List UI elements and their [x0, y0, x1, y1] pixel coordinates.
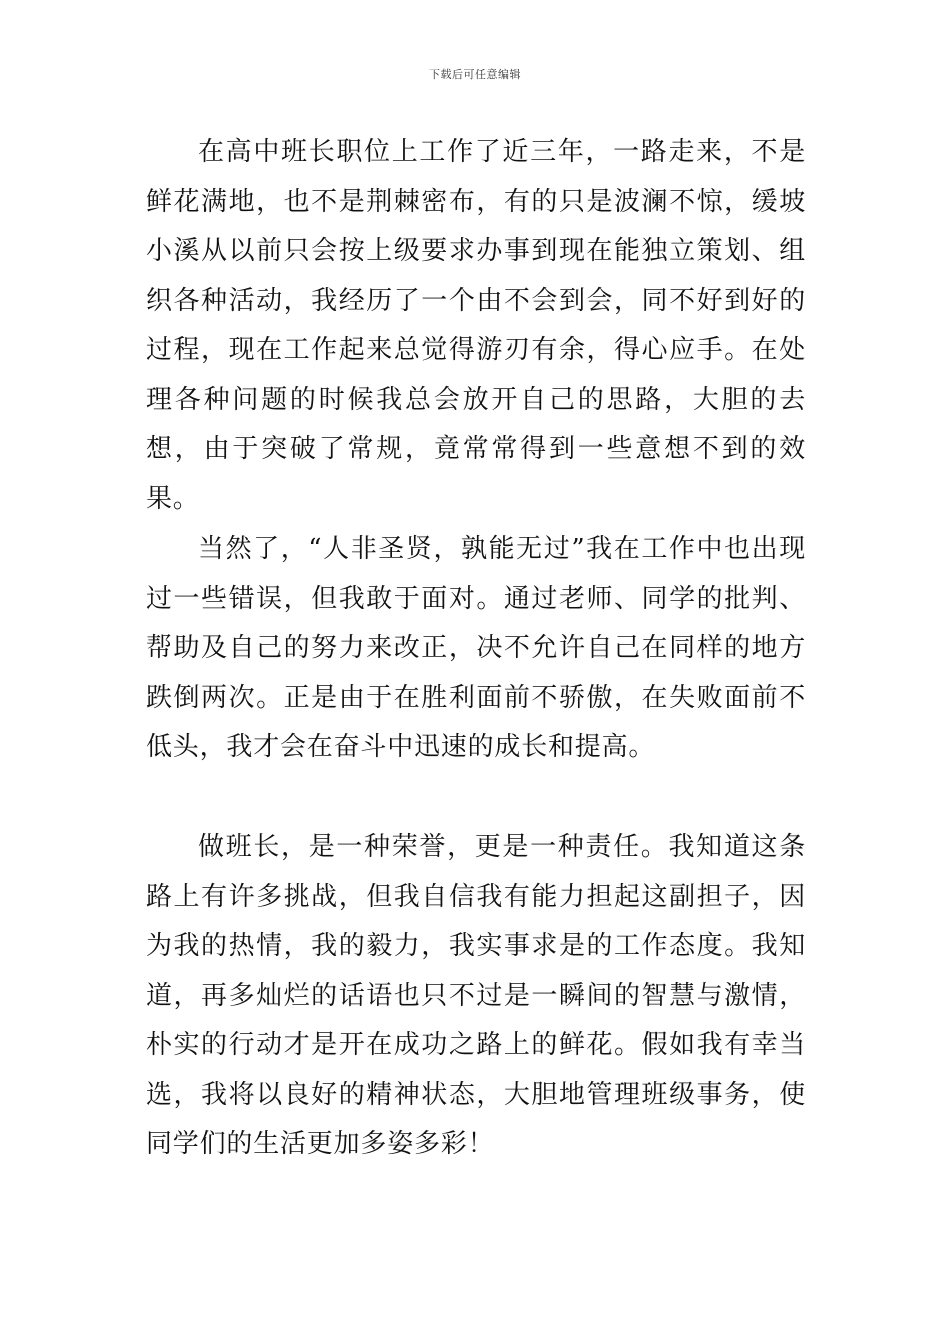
header-note: 下载后可任意编辑 [429, 68, 521, 81]
body-paragraph-3: 做班长，是一种荣誉，更是一种责任。我知道这条路上有许多挑战，但我自信我有能力担起这副担子，因为我的热情，我的毅力，我实事求是的工作态度。我知道，再多灿烂的话语也只不过是一瞬间的智慧与激情，朴实的行动才是开在成功之路上的鲜花。假如我有幸当选，我将以良好的精神状态，大胆地管理班级事务，使同学们的生活更加多姿多彩！ [146, 832, 806, 1159]
body-paragraph-1: 在高中班长职位上工作了近三年，一路走来，不是鲜花满地，也不是荆棘密布，有的只是波澜不惊，缓坡小溪从以前只会按上级要求办事到现在能独立策划、组织各种活动，我经历了一个由不会到会，同不好到好的过程，现在工作起来总觉得游刃有余，得心应手。在处理各种问题的时候我总会放开自己的思路，大胆的去想，由于突破了常规，竟常常得到一些意想不到的效果。 [146, 137, 806, 514]
body-paragraph-2: 当然了，“人非圣贤，孰能无过”我在工作中也出现过一些错误，但我敢于面对。通过老师、同学的批判、帮助及自己的努力来改正，决不允许自己在同样的地方跌倒两次。正是由于在胜利面前不骄傲，在失败面前不低头，我才会在奋斗中迅速的成长和提高。 [146, 534, 806, 762]
